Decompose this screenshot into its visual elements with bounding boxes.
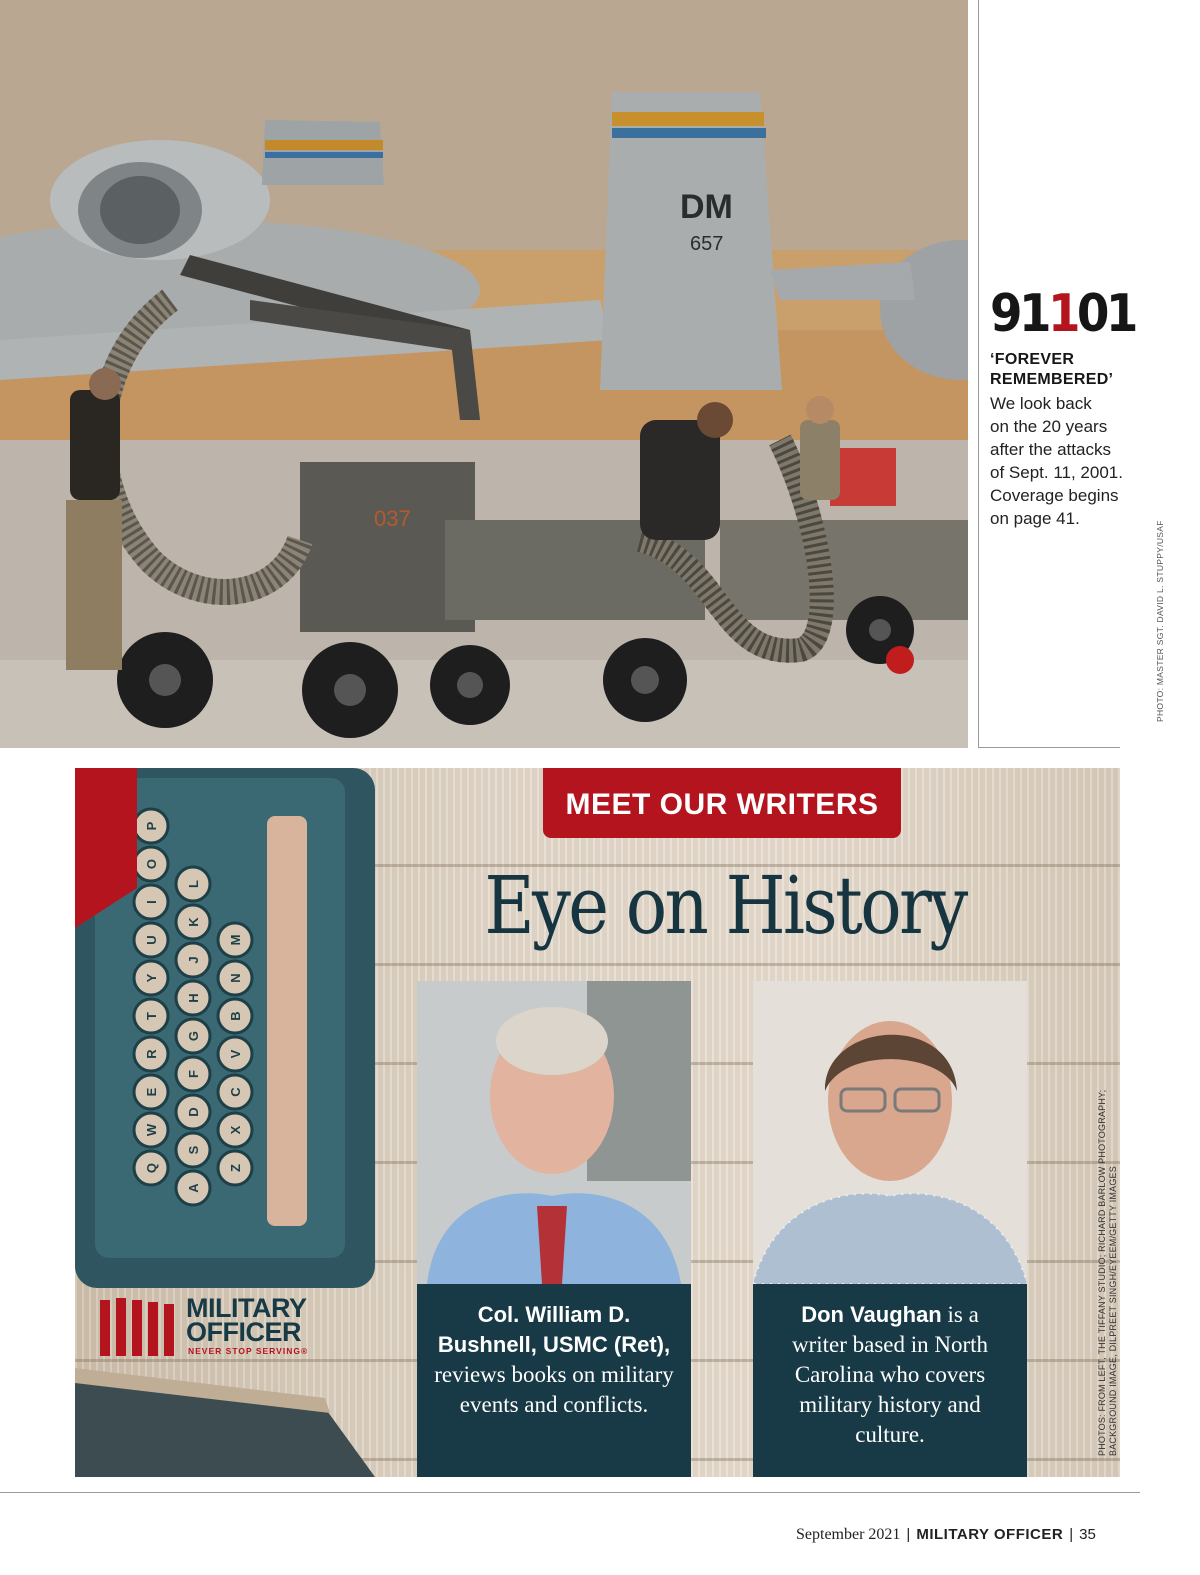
tail-number-text: 657 xyxy=(690,233,724,255)
typewriter-key-label: V xyxy=(228,1049,243,1059)
writer-card-bushnell xyxy=(417,981,691,1477)
page-number: 35 xyxy=(1079,1526,1096,1543)
sidebar-blurb xyxy=(990,392,1130,530)
number-part-1: 91 xyxy=(990,284,1048,344)
credit-line-2: BACKGROUND IMAGE, DILPREET SINGH/EYEEM/GETTY IMAGES xyxy=(1108,1166,1118,1456)
hero-illustration xyxy=(0,0,968,748)
typewriter-key-label: A xyxy=(186,1183,201,1193)
sidebar-911-number xyxy=(990,284,1135,344)
writer-bio: reviews books on military events and conflicts. xyxy=(434,1362,674,1417)
footer-separator: | xyxy=(906,1526,911,1543)
typewriter-key-label: S xyxy=(186,1145,201,1155)
blurb-line: of Sept. 11, 2001. xyxy=(990,463,1123,482)
blurb-line: after the attacks xyxy=(990,440,1111,459)
typewriter-key-label: Y xyxy=(144,973,159,983)
typewriter-key-label: K xyxy=(186,917,201,927)
military-officer-logo xyxy=(100,1293,340,1360)
footer-rule xyxy=(0,1492,1140,1493)
typewriter-key-label: Z xyxy=(228,1164,243,1172)
page-footer xyxy=(796,1526,1096,1544)
sidebar-kicker xyxy=(990,350,1130,390)
section-headline: Eye on History xyxy=(484,859,966,952)
logo-wordmark xyxy=(186,1293,307,1347)
sidebar-911-teaser xyxy=(990,284,1135,530)
writer-bio-lead: is a xyxy=(941,1302,979,1327)
kicker-line-1: ‘FOREVER xyxy=(990,351,1075,368)
typewriter-key-label: Q xyxy=(144,1162,159,1174)
writer-name: Don Vaughan xyxy=(801,1302,942,1327)
typewriter-key-label: X xyxy=(228,1125,243,1135)
typewriter-key-label: U xyxy=(144,935,159,945)
keys-row-2 xyxy=(176,867,210,1205)
typewriter-key-label: N xyxy=(228,973,243,983)
typewriter-key-label: E xyxy=(144,1087,159,1097)
typewriter-key-label: F xyxy=(186,1070,201,1078)
credit-line-1: PHOTOS: FROM LEFT, THE TIFFANY STUDIO; RICHARD BARLOW PHOTOGRAPHY; xyxy=(1097,1089,1107,1456)
logo-line-2: OFFICER xyxy=(186,1317,301,1347)
cart-number-text: 037 xyxy=(374,506,411,531)
writer-name-line-2: Bushnell, USMC (Ret), xyxy=(437,1332,671,1357)
typewriter-key-label: I xyxy=(144,900,159,904)
footer-magazine: MILITARY OFFICER xyxy=(916,1526,1064,1543)
blurb-line: We look back xyxy=(990,394,1092,413)
typewriter-key-label: M xyxy=(228,934,243,946)
logo-line-1: MILITARY xyxy=(186,1293,307,1323)
hero-photo-a10-loading xyxy=(0,0,968,748)
blurb-line: on the 20 years xyxy=(990,417,1108,436)
portrait-bushnell xyxy=(417,981,691,1284)
bio-vaughan xyxy=(753,1284,1027,1477)
bio-bushnell xyxy=(417,1284,691,1477)
footer-separator: | xyxy=(1069,1526,1074,1543)
writer-name-line-1: Col. William D. xyxy=(477,1302,631,1327)
typewriter-key-label: T xyxy=(144,1012,159,1020)
writer-name-and-lead xyxy=(765,1300,1015,1330)
writer-bio: writer based in North Carolina who covers military history and culture. xyxy=(791,1332,989,1447)
kicker-line-2: REMEMBERED’ xyxy=(990,371,1114,388)
logo-tagline: NEVER STOP SERVING® xyxy=(188,1346,309,1356)
number-part-3: 01 xyxy=(1076,284,1135,344)
typewriter-key-label: R xyxy=(144,1049,159,1059)
typewriter-key-label: L xyxy=(186,880,201,888)
meet-our-writers-panel xyxy=(75,768,1120,1477)
typewriter-key-label: D xyxy=(186,1107,201,1117)
writers-photo-credit xyxy=(1097,1090,1119,1456)
typewriter-key-label: O xyxy=(144,858,159,870)
tail-code-text: DM xyxy=(680,188,733,226)
sidebar-divider-horizontal xyxy=(978,747,1120,748)
sidebar-divider-vertical xyxy=(978,0,979,748)
writer-card-vaughan xyxy=(753,981,1027,1477)
blurb-line: on page 41. xyxy=(990,509,1080,528)
footer-date: September 2021 xyxy=(796,1526,901,1543)
typewriter-key-label: W xyxy=(144,1123,159,1137)
portrait-vaughan xyxy=(753,981,1027,1284)
blurb-line: Coverage begins xyxy=(990,486,1119,505)
typewriter-key-label: P xyxy=(144,821,159,831)
flag-bars-icon xyxy=(100,1298,180,1356)
typewriter-key-label: C xyxy=(228,1087,243,1097)
section-tag: MEET OUR WRITERS xyxy=(543,768,901,838)
hero-photo-credit: PHOTO: MASTER SGT. DAVID L. STUPPY/USAF xyxy=(1155,520,1165,722)
typewriter-key-label: B xyxy=(228,1011,243,1021)
typewriter-key-label: G xyxy=(186,1030,201,1042)
number-part-2: 1 xyxy=(1047,284,1077,344)
typewriter-key-label: H xyxy=(186,993,201,1003)
typewriter-key-label: J xyxy=(186,956,201,964)
